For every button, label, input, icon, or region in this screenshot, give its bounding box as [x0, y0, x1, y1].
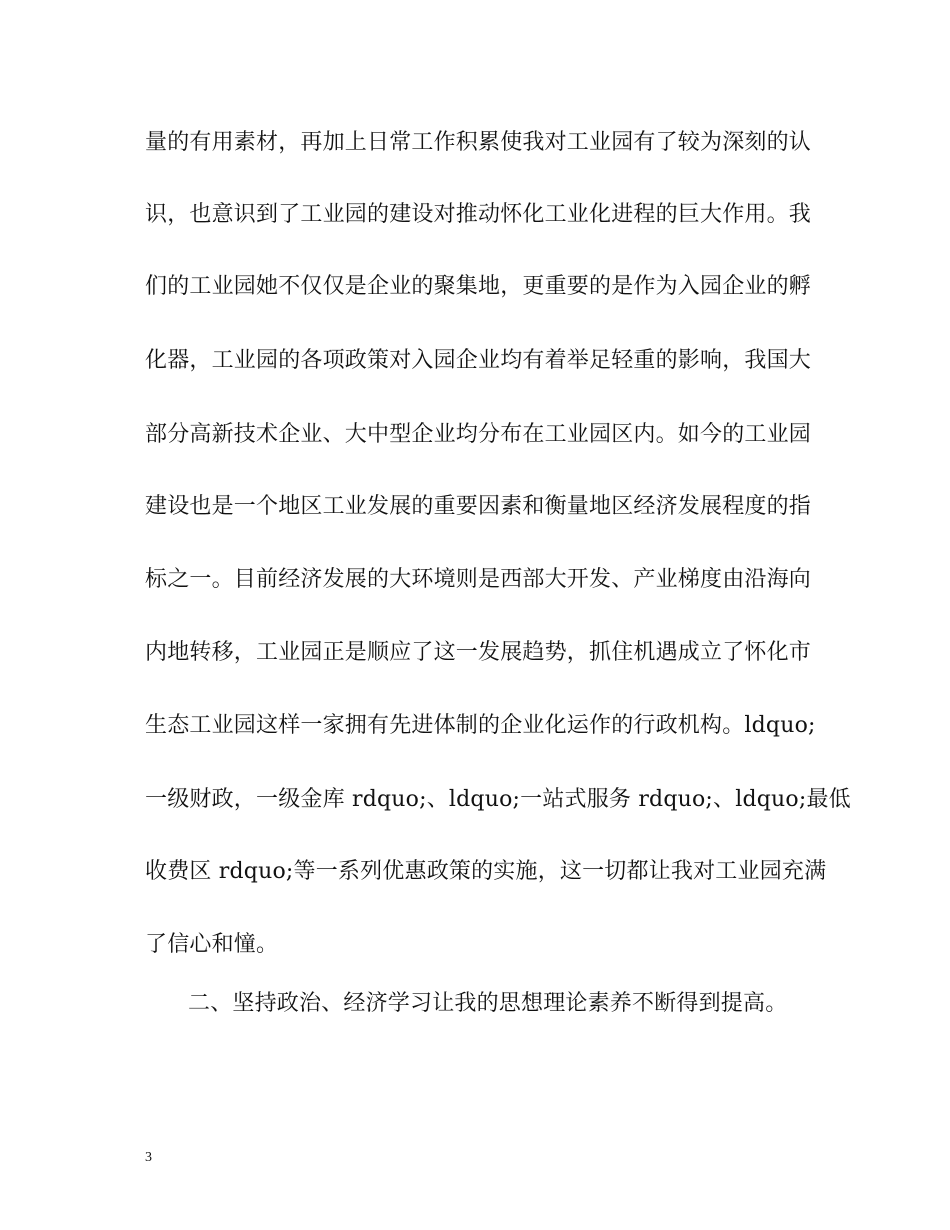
body-text-line: 量的有用素材，再加上日常工作积累使我对工业园有了较为深刻的认 — [145, 130, 812, 155]
body-text-line: 化器，工业园的各项政策对入园企业均有着举足轻重的影响，我国大 — [145, 348, 812, 373]
section-heading: 二、坚持政治、经济学习让我的思想理论素养不断得到提高。 — [188, 991, 788, 1016]
body-text-line: 们的工业园她不仅仅是企业的聚集地，更重要的是作为入园企业的孵 — [145, 274, 812, 299]
page-number: 3 — [145, 1150, 152, 1165]
body-text-line: 了信心和憧。 — [145, 932, 279, 957]
body-text-line: 一级财政，一级金库 rdquo;、ldquo;一站式服务 rdquo;、ldquo;最低 — [145, 787, 851, 812]
body-text-line: 收费区 rdquo;等一系列优惠政策的实施，这一切都让我对工业园充满 — [145, 859, 827, 884]
body-text-line: 生态工业园这样一家拥有先进体制的企业化运作的行政机构。ldquo; — [145, 713, 816, 738]
body-text-line: 识，也意识到了工业园的建设对推动怀化工业化进程的巨大作用。我 — [145, 202, 812, 227]
body-text-line: 建设也是一个地区工业发展的重要因素和衡量地区经济发展程度的指 — [145, 494, 812, 519]
body-text-line: 标之一。目前经济发展的大环境则是西部大开发、产业梯度由沿海向 — [145, 567, 812, 592]
body-text-line: 内地转移，工业园正是顺应了这一发展趋势，抓住机遇成立了怀化市 — [145, 640, 812, 665]
body-text-line: 部分高新技术企业、大中型企业均分布在工业园区内。如今的工业园 — [145, 422, 812, 447]
